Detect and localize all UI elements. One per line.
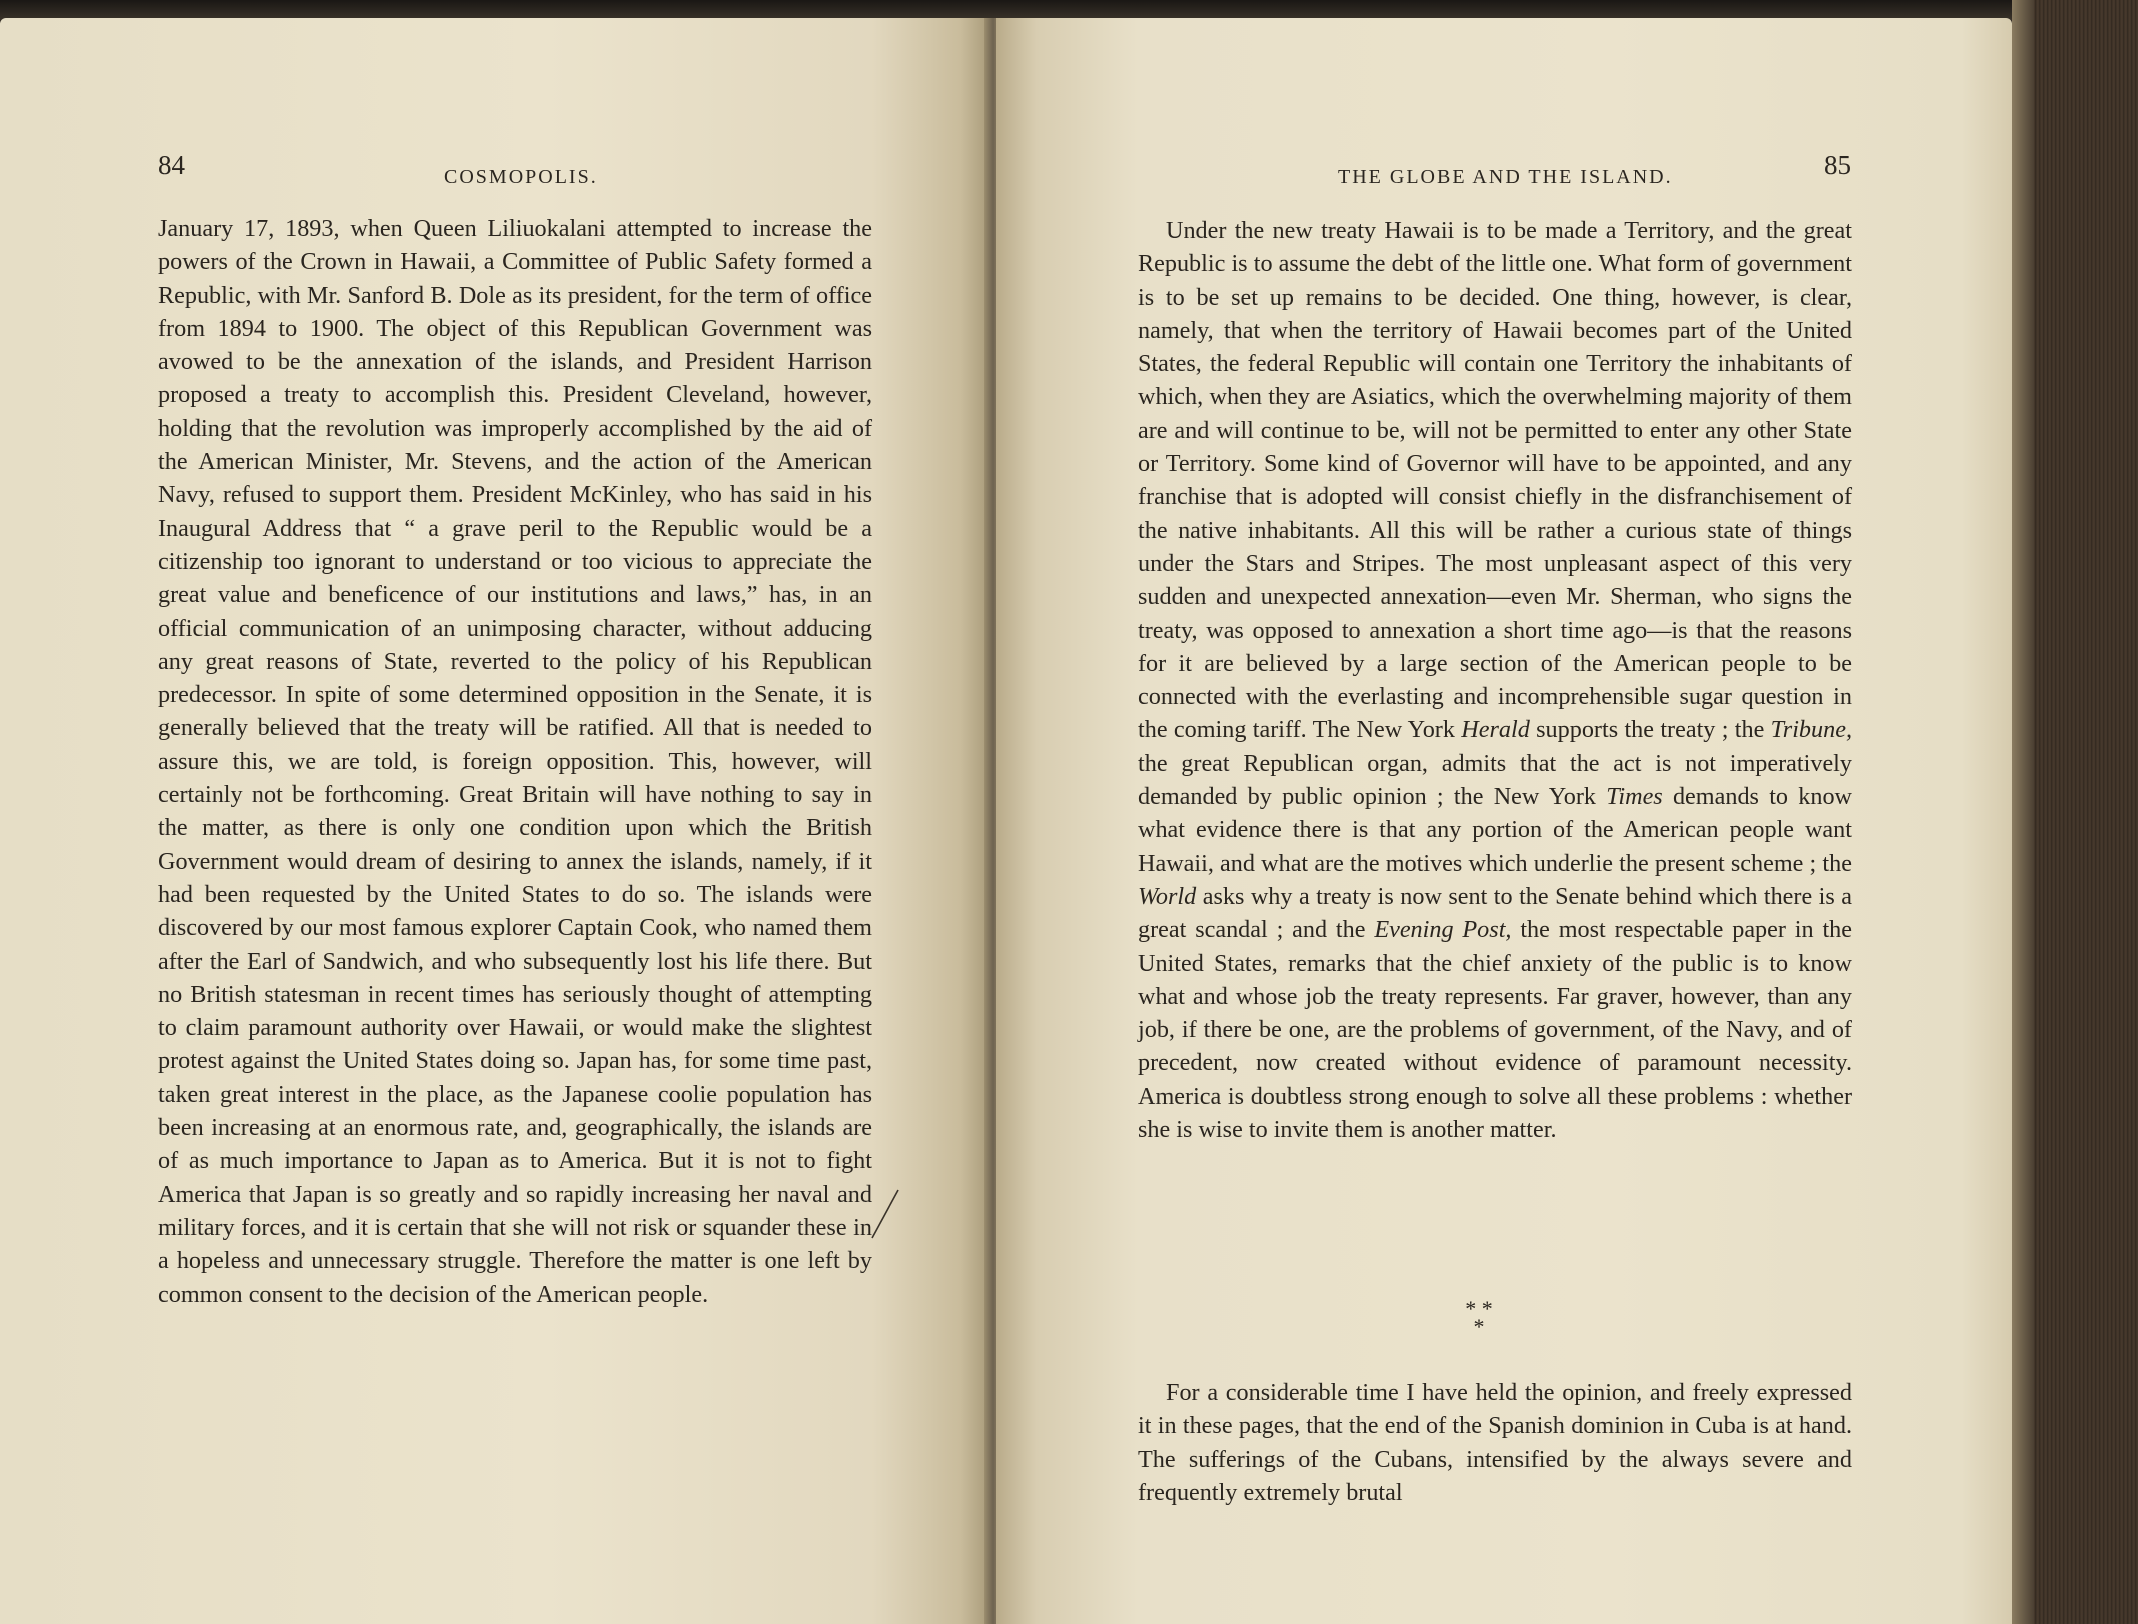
- asterism-bottom: *: [1473, 1314, 1485, 1339]
- left-page-number: 84: [158, 150, 185, 180]
- right-paragraph-2: For a considerable time I have held the opinion, and freely expressed it in these pages, that the end of the Spanish dominion in Cuba is at hand. The sufferings of the Cubans, intensified by the always severe and frequently extremely brutal: [1138, 1379, 1852, 1506]
- right-page: [996, 18, 2012, 1624]
- right-paragraph-1-part-e: asks why a treaty is now sent to the Senate behind which there is a great scandal ; and the: [1138, 882, 1852, 944]
- right-body-text-2: [1138, 1376, 1852, 1509]
- left-running-head: COSMOPOLIS.: [444, 166, 598, 188]
- right-paragraph-1-part-a: Under the new treaty Hawaii is to be made a Territory, and the great Republic is to assume the debt of the little one. What form of government is to be set up remains to be decided. One thing, however, is clear, namely, that when the territory of Hawaii becomes part of the United States, the federal Republic will contain one Territory the inhabitants of which, when they are Asiatics, which the overwhelming majority of them are and will continue to be, will not be permitted to enter any other State or Territory. Some kind of Governor will have to be appointed, and any franchise that is adopted will consist chiefly in the disfranchisement of the native inhabitants. All this will be rather a curious state of things under the Stars and Stripes. The most unpleasant aspect of this very sudden and unexpected annexation—even Mr. Sherman, who signs the treaty, was opposed to annexation a short time ago—is that the reasons for it are believed by a large section of the American people to be connected with the everlasting and incomprehensible sugar question in the coming tariff. The New York: [1138, 217, 1852, 744]
- left-body-text: [158, 212, 872, 1311]
- right-paragraph-1: [1138, 214, 1852, 1146]
- newspaper-tribune: Tribune,: [1770, 716, 1852, 744]
- right-paragraph-1-part-b: supports the treaty ; the: [1529, 716, 1771, 744]
- pencil-mark: [868, 1186, 908, 1246]
- right-paragraph-1-part-d: demands to know what evidence there is that any portion of the American people want Hawaii, and what are the motives which underlie the present scheme ; the: [1138, 783, 1853, 877]
- page-edges: [2012, 0, 2138, 1624]
- newspaper-times: Times: [1606, 783, 1663, 811]
- right-paragraph-1-part-f: the most respectable paper in the United States, remarks that the chief anxiety of the public is to know what and whose job the treaty represents. Far graver, however, than any job, if there be one, are the problems of government, of the Navy, and of precedent, now created without evidence of paramount necessity. America is doubtless strong enough to solve all these problems : whether she is wise to invite them is another matter.: [1138, 916, 1853, 1144]
- left-page: [0, 18, 990, 1624]
- book-top-shadow: [0, 0, 2012, 20]
- newspaper-evening-post: Evening Post,: [1374, 916, 1512, 944]
- newspaper-herald: Herald: [1461, 716, 1530, 744]
- asterism-top: * *: [1465, 1296, 1493, 1321]
- newspaper-world: World: [1138, 882, 1197, 910]
- right-paragraph-1-part-c: the great Republican organ, admits that the act is not imperatively demanded by public opinion ; the New York: [1138, 749, 1852, 811]
- right-page-number: 85: [1824, 150, 1851, 180]
- left-paragraph: January 17, 1893, when Queen Liliuokalani attempted to increase the powers of the Crown in Hawaii, a Committee of Public Safety formed a Republic, with Mr. Sanford B. Dole as its president, for the term of office from 1894 to 1900. The object of this Republican Government was avowed to be the annexation of the islands, and President Harrison proposed a treaty to accomplish this. President Cleveland, however, holding that the revolution was improperly accomplished by the aid of the American Minister, Mr. Stevens, and the action of the American Navy, refused to support them. President McKinley, who has said in his Inaugural Address that “ a grave peril to the Republic would be a citizenship too ignorant to understand or too vicious to appreciate the great value and beneficence of our institutions and laws,” has, in an official communication of an unimposing character, without adducing any great reasons of State, reverted to the policy of his Republican predecessor. In spite of some determined opposition in the Senate, it is generally believed that the treaty will be ratified. All that is needed to assure this, we are told, is foreign opposition. This, however, will certainly not be forthcoming. Great Britain will have nothing to say in the matter, as there is only one condition upon which the British Government would dream of desiring to annex the islands, namely, if it had been requested by the United States to do so. The islands were discovered by our most famous explorer Captain Cook, who named them after the Earl of Sandwich, and who subsequently lost his life there. But no British statesman in recent times has seriously thought of attempting to claim paramount authority over Hawaii, or would make the slightest protest against the United States doing so. Japan has, for some time past, taken great interest in the place, as the Japanese coolie population has been increasing at an enormous rate, and, geographically, the islands are of as much importance to Japan as to America. But it is not to fight America that Japan is so greatly and so rapidly increasing her naval and military forces, and it is certain that she will not risk or squander these in a hopeless and unnecessary struggle. Therefore the matter is one left by common consent to the decision of the American people.: [158, 215, 872, 1308]
- section-asterism: [1454, 1296, 1504, 1339]
- right-running-head: THE GLOBE AND THE ISLAND.: [1338, 166, 1673, 188]
- right-body-text: [1138, 214, 1852, 1146]
